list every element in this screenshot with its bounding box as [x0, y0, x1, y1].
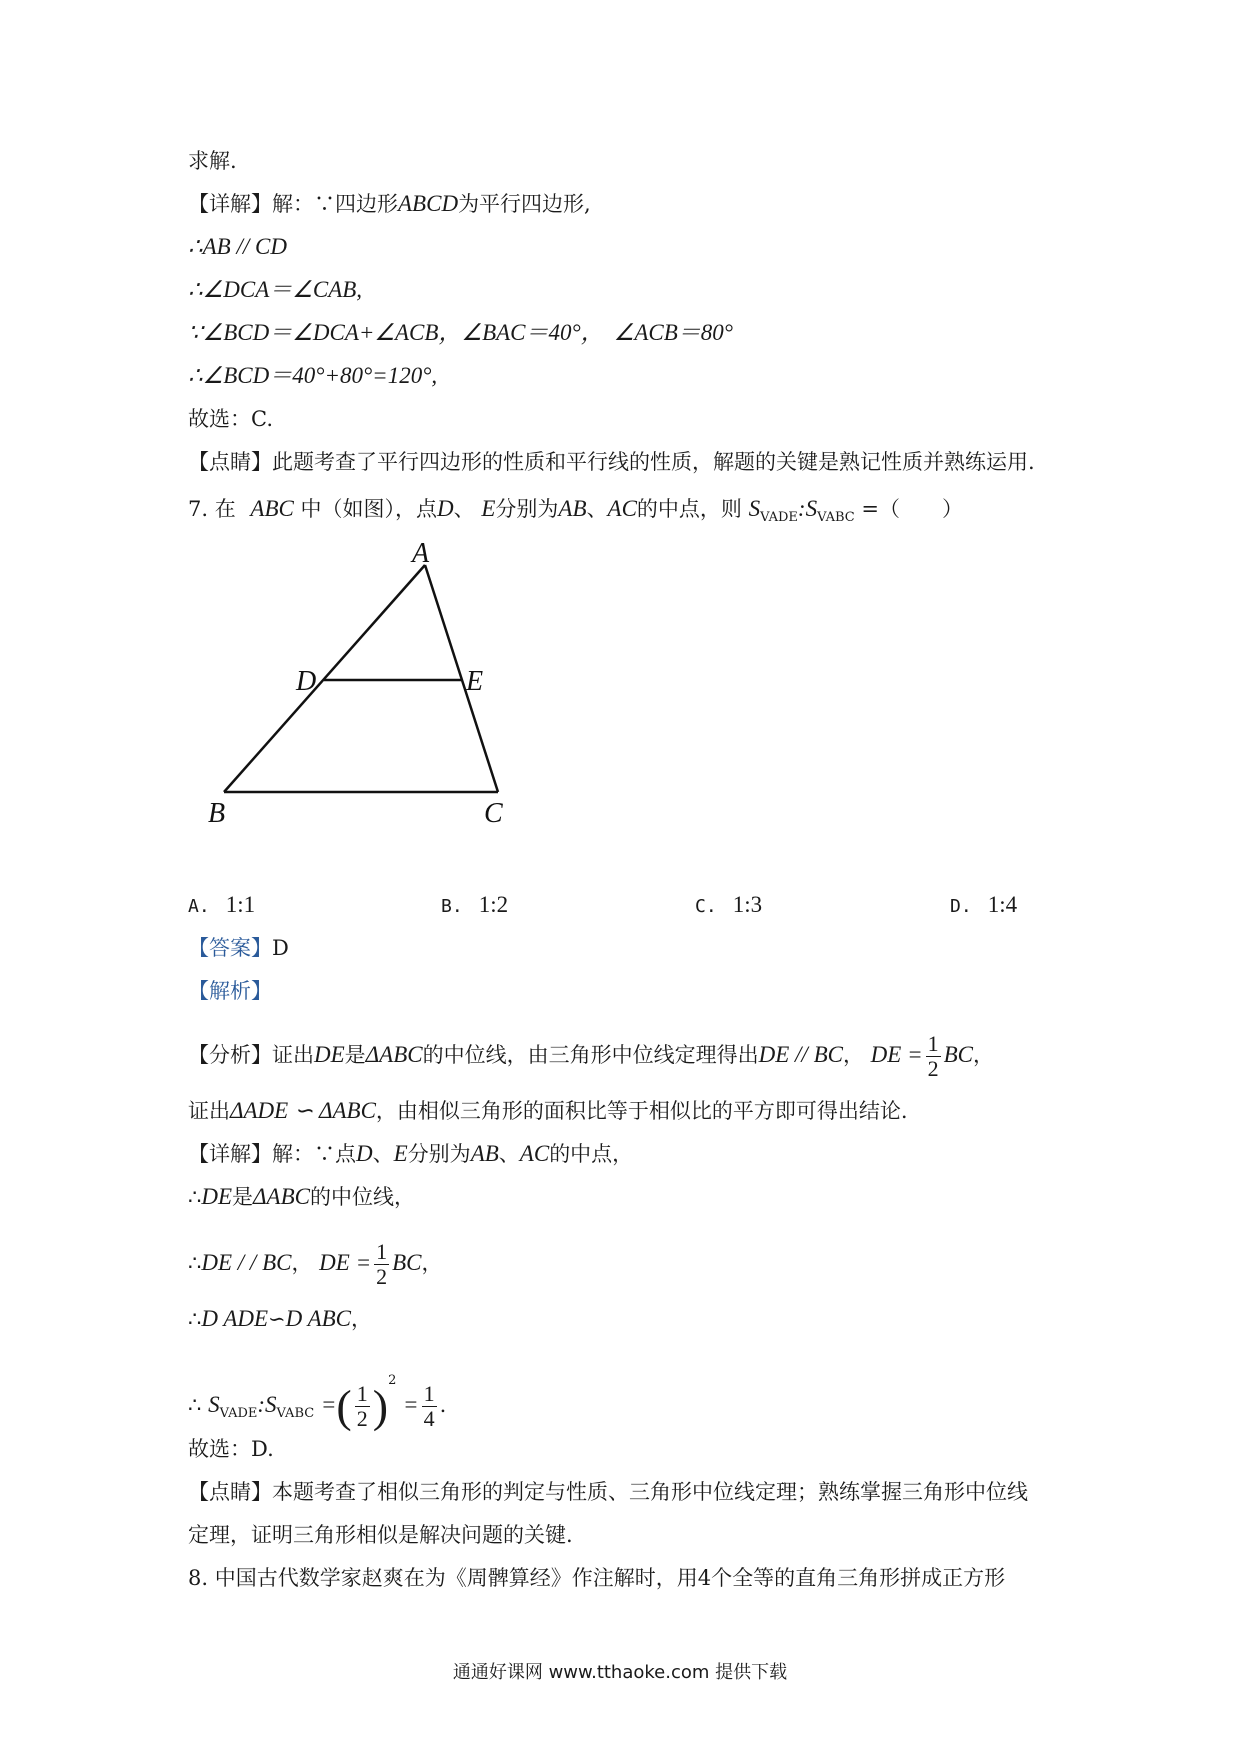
text-line: 故选：C. — [188, 407, 273, 431]
section-tag: 【点睛】 — [188, 450, 272, 474]
conclusion-line: 故选：D. — [188, 1437, 274, 1461]
section-tag: 【详解】 — [188, 192, 272, 216]
fraction: $\frac{1}{4}$ — [423, 1381, 435, 1431]
point-e-label: E — [466, 666, 484, 697]
step-line-4: ∴ $S_{VADE}:S_{VABC}$ =( $\frac{1}{2}$ )$^2$ = $\frac{1}{4}$ . — [188, 1373, 447, 1432]
point-c-label: C — [484, 798, 503, 829]
side-ac — [425, 565, 498, 792]
analysis-line: 【分析】证出DE是ΔABC的中位线，由三角形中位线定理得出DE // BC， DE = $\frac{1}{2}$ BC， — [188, 1031, 994, 1081]
point-b-label: B — [208, 798, 226, 829]
page-footer: 通通好课网 www.tthaoke.com 提供下载 — [452, 1662, 788, 1683]
detail-line: 【详解】解：∵点D、E分别为AB、AC的中点， — [188, 1141, 634, 1166]
choice-b[interactable]: B. 1:2 — [441, 892, 509, 917]
question-8: 8. 中国古代数学家赵爽在为《周髀算经》作注解时，用4个全等的直角三角形拼成正方形 — [188, 1566, 1006, 1590]
analysis-tag-line — [188, 976, 272, 1006]
text-line: ∴AB // CD — [188, 234, 287, 259]
text-line: 求解. — [188, 149, 237, 173]
triangle-figure — [200, 540, 530, 830]
question-7: 7. 在 ABC 中（如图），点D、 E分别为AB、AC的中点，则 $S_{VADE}:S_{VABC}$ =（ ） — [188, 496, 964, 526]
answer-tag: 【答案】 — [188, 936, 272, 960]
analysis-tag: 【解析】 — [188, 979, 272, 1003]
fraction: $\frac{1}{2}$ — [356, 1381, 368, 1431]
fraction: $\frac{1}{2}$ — [927, 1031, 939, 1081]
text-line: ∵∠BCD＝∠DCA+∠ACB，∠BAC＝40°， ∠ACB＝80° — [188, 320, 733, 345]
fraction: $\frac{1}{2}$ — [376, 1239, 388, 1289]
step-line-1: ∴DE是ΔABC的中位线， — [188, 1184, 415, 1209]
point-d-label: D — [296, 666, 317, 697]
point-a-label: A — [412, 540, 430, 569]
choice-c[interactable]: C. 1:3 — [695, 892, 763, 917]
comment-line-2: 定理，证明三角形相似是解决问题的关键. — [188, 1523, 573, 1547]
choice-a[interactable]: A. 1:1 — [188, 892, 256, 917]
text-line: ∴∠BCD＝40°+80°=120°, — [188, 363, 438, 388]
step-line-2: ∴DE / / BC， DE = $\frac{1}{2}$ BC， — [188, 1239, 443, 1289]
text-line: 【详解】解：∵四边形ABCD为平行四边形, — [188, 191, 591, 216]
text-line: ∴∠DCA＝∠CAB, — [188, 277, 363, 302]
answer-line — [188, 933, 289, 963]
text-line: 【点睛】此题考查了平行四边形的性质和平行线的性质，解题的关键是熟记性质并熟练运用. — [188, 450, 1035, 474]
analysis-line-2: 证出ΔADE ∽ ΔABC，由相似三角形的面积比等于相似比的平方即可得出结论. — [188, 1098, 908, 1123]
side-ab — [224, 565, 425, 792]
choice-d[interactable]: D. 1:4 — [950, 892, 1018, 917]
comment-line: 【点睛】本题考查了相似三角形的判定与性质、三角形中位线定理；熟练掌握三角形中位线 — [188, 1480, 1028, 1504]
step-line-3: ∴D ADE∽D ABC， — [188, 1306, 373, 1331]
answer-value: D — [272, 936, 289, 960]
